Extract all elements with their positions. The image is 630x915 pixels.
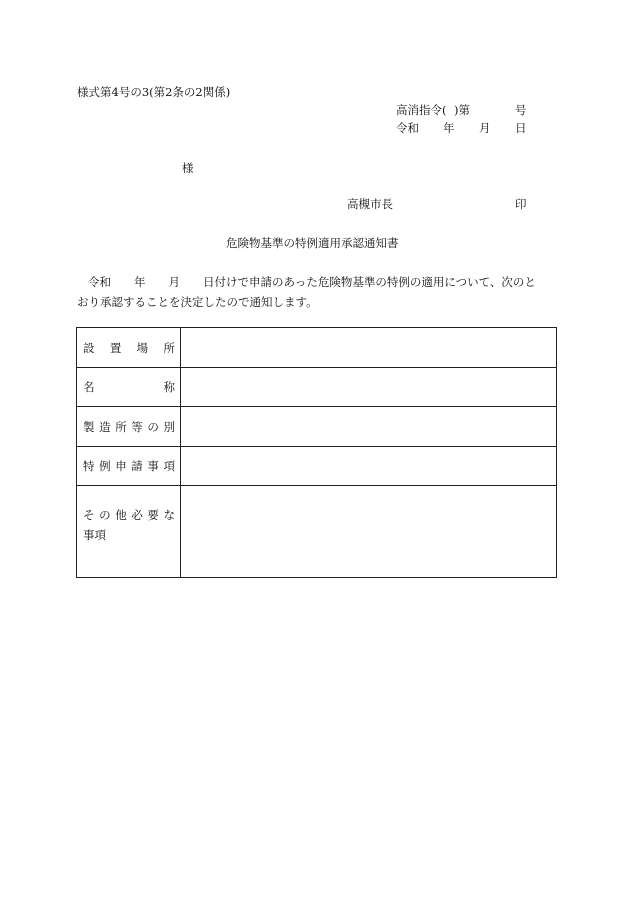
label-char: 所 xyxy=(163,340,175,355)
label-text xyxy=(83,419,175,435)
label-char: 事 xyxy=(147,459,159,473)
label-char: 造 xyxy=(99,419,111,434)
date-era: 令和 xyxy=(396,121,419,135)
value-facility-type[interactable] xyxy=(181,407,557,447)
table-row xyxy=(77,407,557,447)
label-text xyxy=(83,340,175,356)
label-char: 所 xyxy=(115,419,127,434)
form-number: 様式第4号の3(第2条の2関係) xyxy=(77,85,231,99)
seal-mark: 印 xyxy=(515,197,527,211)
label-char: 称 xyxy=(163,380,175,394)
value-installation-location[interactable] xyxy=(181,328,557,368)
reference-paren-close: )第 xyxy=(454,103,470,117)
table-row xyxy=(77,486,557,578)
label-char: の xyxy=(147,419,159,434)
label-char: な xyxy=(163,507,175,522)
label-char: 置 xyxy=(109,340,122,355)
label-char: 場 xyxy=(136,340,149,355)
issuer-name: 高槻市長 xyxy=(347,197,393,211)
label-char: 必 xyxy=(131,507,143,522)
reference-prefix: 高消指令( xyxy=(396,103,447,117)
table-row xyxy=(77,447,557,486)
label-char: 特 xyxy=(83,459,95,473)
label-char: 名 xyxy=(83,380,95,394)
notice-body-text-1: 令和 年 月 日付けで申請のあった危険物基準の特例の適用について、次のと xyxy=(87,275,536,289)
value-other-matters[interactable] xyxy=(181,486,557,578)
date-year: 年 xyxy=(443,121,455,135)
label-text xyxy=(83,379,175,395)
label-text xyxy=(83,505,175,545)
row-label-other-matters xyxy=(77,486,181,578)
label-char: 要 xyxy=(147,507,159,522)
label-char: の xyxy=(99,507,111,522)
notice-body xyxy=(77,272,557,312)
reference-suffix: 号 xyxy=(515,103,527,117)
notice-body-line-2: おり承認することを決定したので通知します。 xyxy=(77,295,318,309)
label-char: 等 xyxy=(131,419,143,434)
value-exception-items[interactable] xyxy=(181,447,557,486)
label-char: 別 xyxy=(163,419,175,434)
label-char: 請 xyxy=(131,459,143,473)
application-details-table xyxy=(76,327,557,578)
table-row xyxy=(77,368,557,407)
label-char: 項 xyxy=(163,459,175,473)
label-char: 申 xyxy=(115,459,127,473)
date-day: 日 xyxy=(515,121,527,135)
row-label-facility-type xyxy=(77,407,181,447)
notice-body-line-1 xyxy=(77,272,557,292)
label-line-2: 事項 xyxy=(83,527,106,542)
label-text xyxy=(83,458,175,474)
label-line-1 xyxy=(83,505,175,525)
label-char: 製 xyxy=(83,419,95,434)
document-title: 危険物基準の特例適用承認通知書 xyxy=(226,236,399,250)
row-label-installation-location xyxy=(77,328,181,368)
label-char: 設 xyxy=(83,340,95,355)
label-char: 他 xyxy=(115,507,127,522)
row-label-exception-items xyxy=(77,447,181,486)
date-month: 月 xyxy=(479,121,491,135)
addressee-honorific: 様 xyxy=(182,161,194,175)
row-label-name xyxy=(77,368,181,407)
value-name[interactable] xyxy=(181,368,557,407)
label-char: そ xyxy=(83,507,95,522)
table-row xyxy=(77,328,557,368)
label-char: 例 xyxy=(99,459,111,473)
